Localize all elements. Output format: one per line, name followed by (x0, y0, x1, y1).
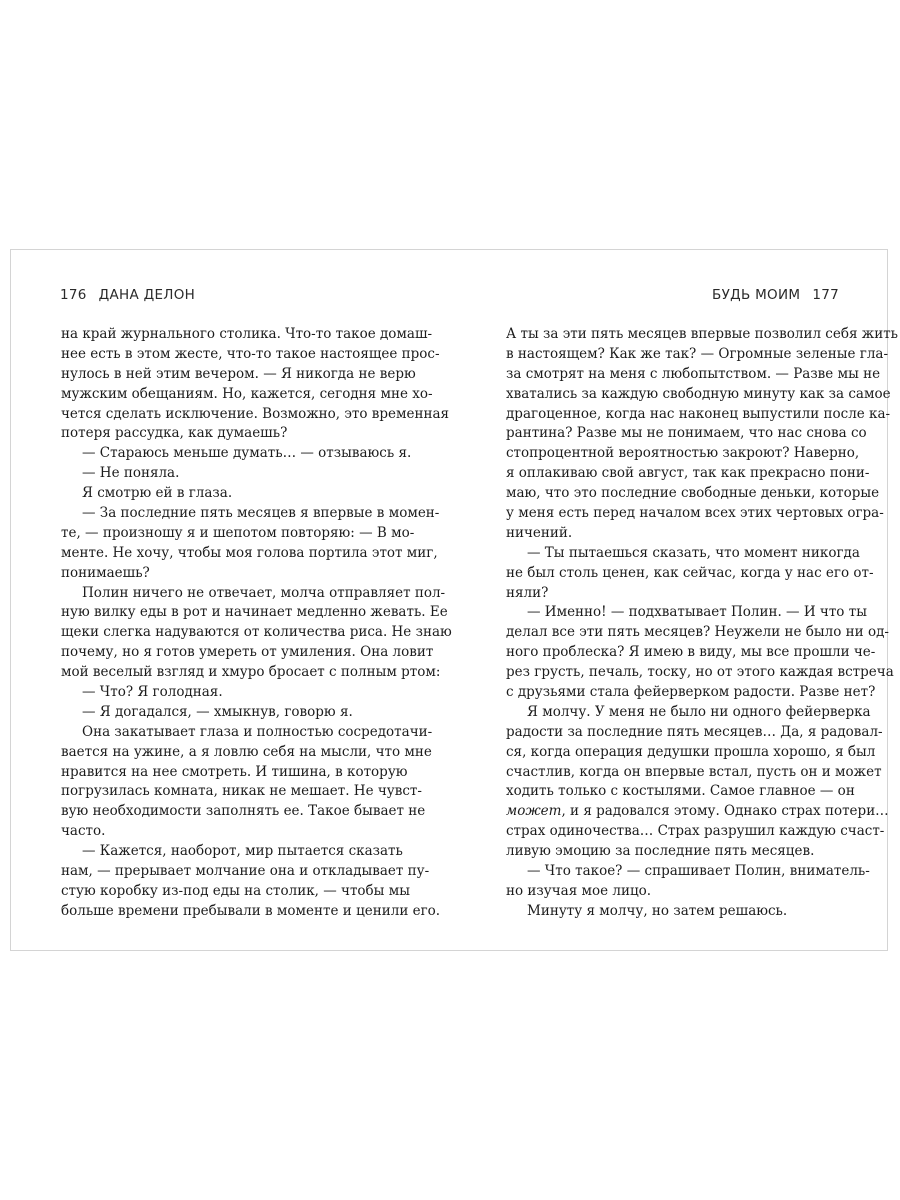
text-line: — Именно! — подхватывает Полин. — И что ты (527, 604, 867, 621)
left-page-number: 176 (60, 287, 87, 303)
right-running-head (712, 287, 839, 303)
text-line: ходить только с костылями. Самое главное — он (506, 783, 855, 800)
text-line: Я смотрю ей в глаза. (82, 485, 233, 502)
text-line: рантина? Разве мы не понимаем, что нас снова со (506, 425, 867, 442)
left-author-name: ДАНА ДЕЛОН (98, 287, 196, 303)
text-line: Я молчу. У меня не было ни одного фейерверка (527, 703, 871, 720)
text-line: нее есть в этом жесте, что-то такое настоящее прос- (61, 345, 440, 362)
right-book-title: БУДЬ МОИМ (712, 287, 801, 303)
left-running-head (60, 287, 195, 303)
text-line: рез грусть, печаль, тоску, но от этого каждая встреча (506, 664, 894, 681)
text-line: на край журнального столика. Что-то такое домаш- (61, 326, 433, 342)
text-line: но изучая мое лицо. (506, 882, 652, 899)
text-line: стую коробку из-под еды на столик, — чтобы мы (61, 882, 410, 899)
text-line: Полин ничего не отвечает, молча отправляет пол- (82, 584, 446, 601)
text-line: я оплакиваю свой август, так как прекрасно пони- (506, 465, 870, 482)
text-line: в настоящем? Как же так? — Огромные зеленые гла- (506, 345, 889, 362)
text-line: страх одиночества… Страх разрушил каждую счаст- (506, 823, 885, 840)
text-line: няли? (506, 584, 549, 601)
text-line: почему, но я готов умереть от умиления. Она ловит (61, 644, 434, 661)
text-line: — Что такое? — спрашивает Полин, вниматель- (527, 863, 870, 880)
text-line: чется сделать исключение. Возможно, это временная (61, 405, 450, 422)
text-line: менте. Не хочу, чтобы моя голова портила этот миг, (61, 544, 438, 561)
text-line: те, — произношу я и шепотом повторяю: — В мо- (61, 524, 415, 541)
right-page-text (506, 325, 899, 922)
emphasis: может (506, 803, 562, 820)
text-line: щеки слегка надуваются от количества риса. Не знаю (61, 624, 452, 641)
text-line: не был столь ценен, как сейчас, когда у нас его от- (506, 564, 874, 581)
text-line: у меня есть перед началом всех этих чертовых огра- (506, 505, 884, 522)
text-line: А ты за эти пять месяцев впервые позволил себя жить (506, 326, 899, 342)
text-line: ливую эмоцию за последние пять месяцев. (506, 843, 815, 860)
text-line: потеря рассудка, как думаешь? (61, 425, 288, 442)
text-line: понимаешь? (61, 564, 150, 581)
text-line: — Стараюсь меньше думать… — отзываюсь я. (82, 445, 412, 462)
text-line: делал все эти пять месяцев? Неужели не было ни од- (506, 624, 889, 641)
text-line: счастлив, когда он впервые встал, пусть он и может (506, 763, 882, 780)
text-line: нравится на нее смотреть. И тишина, в которую (61, 763, 408, 780)
text-line: — Не поняла. (82, 465, 180, 482)
text-line: — Ты пытаешься сказать, что момент никогда (527, 544, 860, 561)
text-line: — Кажется, наоборот, мир пытается сказать (82, 843, 403, 860)
text-line: Минуту я молчу, но затем решаюсь. (527, 902, 788, 919)
text-line: — За последние пять месяцев я впервые в момен- (82, 505, 440, 522)
text-line: — Я догадался, — хмыкнув, говорю я. (82, 703, 353, 720)
text-line: нам, — прерывает молчание она и откладывает пу- (61, 863, 430, 880)
text-line: за смотрят на меня с любопытством. — Разве мы не (506, 365, 881, 382)
right-page-number: 177 (812, 287, 839, 303)
text-line: мой веселый взгляд и хмуро бросает с полным ртом: (61, 664, 441, 681)
text-line: больше времени пребывали в моменте и ценили его. (61, 902, 441, 919)
text-line: радости за последние пять месяцев… Да, я радовал- (506, 723, 883, 740)
text-line: может, и я радовался этому. Однако страх потери… (506, 803, 889, 820)
text-line: нулось в ней этим вечером. — Я никогда не верю (61, 365, 416, 382)
text-line: маю, что это последние свободные деньки, которые (506, 485, 880, 502)
text-line: драгоценное, когда нас наконец выпустили после ка- (506, 405, 891, 422)
text-line: ного проблеска? Я имею в виду, мы все прошли че- (506, 644, 876, 661)
text-line: вую необходимости заполнять ее. Такое бывает не (61, 803, 426, 820)
text-line: Она закатывает глаза и полностью сосредотачи- (82, 723, 433, 740)
text-line: вается на ужине, а я ловлю себя на мысли, что мне (61, 743, 432, 760)
text-line: ничений. (506, 524, 573, 541)
text-line: с друзьями стала фейерверком радости. Разве нет? (506, 684, 876, 701)
text-line: хватались за каждую свободную минуту как за самое (506, 385, 891, 402)
text-line: погрузилась комната, никак не мешает. Не чувст- (61, 783, 422, 800)
text-line: ся, когда операция дедушки прошла хорошо, я был (506, 743, 876, 760)
text-line: ную вилку еды в рот и начинает медленно жевать. Ее (61, 604, 448, 621)
left-page-text (61, 325, 452, 922)
text-line: — Что? Я голодная. (82, 684, 223, 701)
text-line: мужским обещаниям. Но, кажется, сегодня мне хо- (61, 385, 433, 402)
text-line: часто. (61, 823, 106, 840)
text-line: стопроцентной вероятностью закроют? Наверно, (506, 445, 860, 462)
